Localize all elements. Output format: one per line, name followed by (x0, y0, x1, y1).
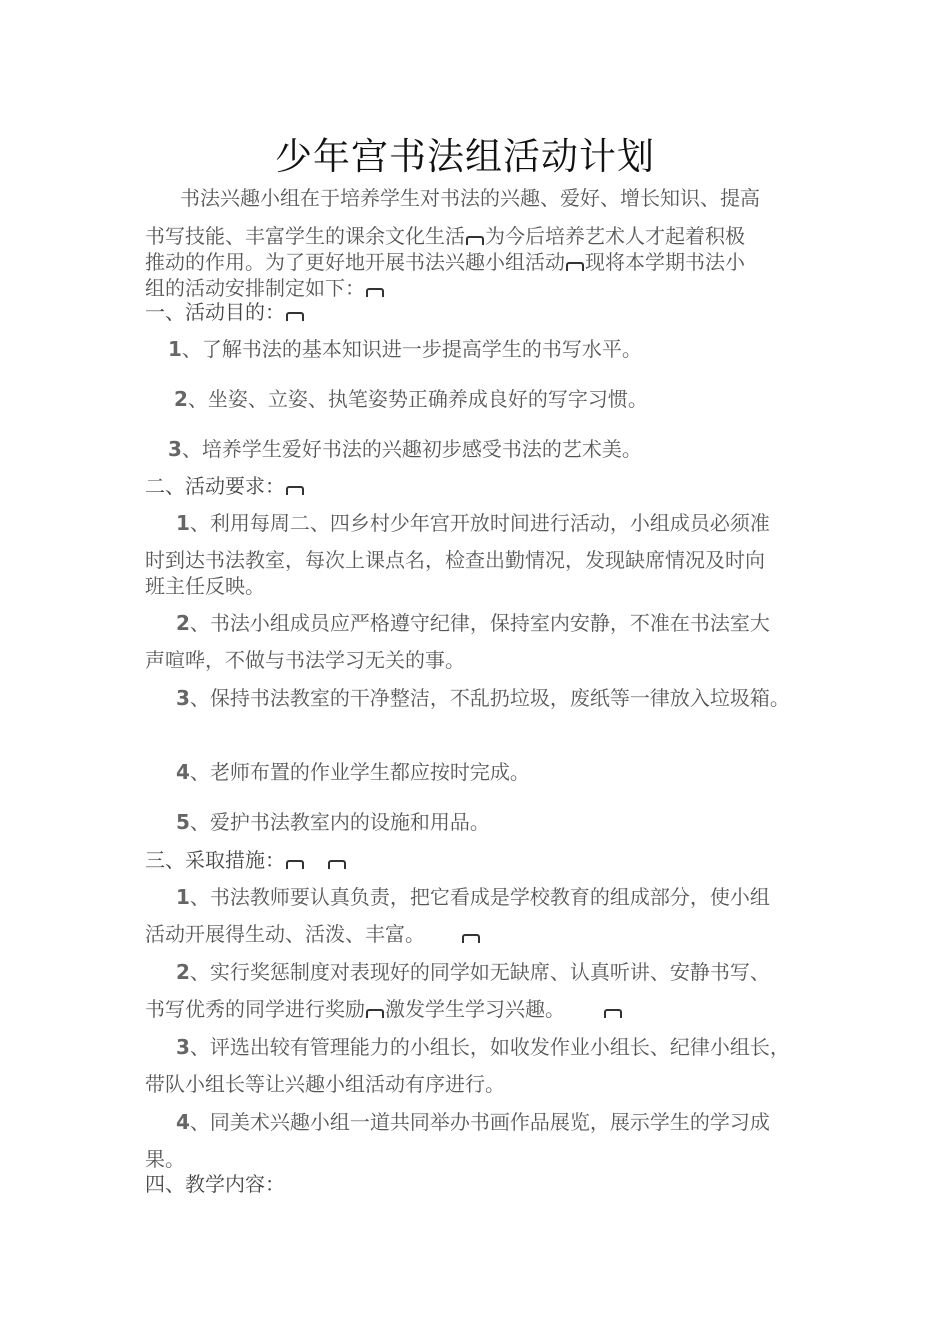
section-2-item-1-line-2: 时到达书法教室，每次上课点名，检查出勤情况，发现缺席情况及时向 (145, 548, 765, 572)
placeholder-mark (328, 860, 346, 869)
section-2-heading (145, 474, 305, 498)
item-text: 、实行奖惩制度对表现好的同学如无缺席、认真听讲、安静书写、 (189, 960, 770, 984)
intro-line-2 (145, 224, 745, 248)
item-text: 活动开展得生动、活泼、丰富。 (145, 922, 425, 946)
item-number: 2 (176, 960, 190, 984)
item-number: 5 (176, 810, 190, 834)
section-3-item-1-line-2 (145, 922, 481, 946)
item-text: 、老师布置的作业学生都应按时完成。 (189, 760, 530, 784)
section-3-item-3-line-1 (176, 1035, 790, 1059)
placeholder-mark (466, 236, 484, 245)
intro-line-1: 书法兴趣小组在于培养学生对书法的兴趣、爱好、增长知识、提高 (180, 186, 760, 210)
section-1-heading (145, 300, 305, 324)
placeholder-mark (286, 860, 304, 869)
intro-line-4-text: 组的活动安排制定如下： (145, 276, 365, 300)
placeholder-mark (604, 1009, 622, 1018)
intro-line-3-part-a: 推动的作用。为了更好地开展书法兴趣小组活动 (145, 250, 565, 274)
item-text: 、书法小组成员应严格遵守纪律，保持室内安静，不准在书法室大 (189, 611, 770, 635)
section-3-item-2-line-1 (176, 960, 770, 984)
section-1-item-2 (174, 387, 648, 411)
section-3-item-4-line-2: 果。 (145, 1147, 185, 1171)
item-number: 2 (176, 611, 190, 635)
document-title: 少年宫书法组活动计划 (275, 135, 655, 178)
item-number: 1 (176, 885, 190, 909)
section-3-item-3-line-2: 带队小组长等让兴趣小组活动有序进行。 (145, 1072, 505, 1096)
intro-line-2-part-b: 为今后培养艺术人才起着积极 (485, 224, 745, 248)
item-text: 、培养学生爱好书法的兴趣初步感受书法的艺术美。 (181, 437, 642, 461)
item-text: 、书法教师要认真负责，把它看成是学校教育的组成部分，使小组 (189, 885, 770, 909)
intro-line-3 (145, 250, 745, 274)
placeholder-mark (286, 312, 304, 321)
item-text: 、坐姿、立姿、执笔姿势正确养成良好的写字习惯。 (187, 387, 648, 411)
section-2-item-3 (176, 686, 790, 710)
section-1-heading-text: 一、活动目的： (145, 300, 285, 324)
section-2-item-4 (176, 760, 530, 784)
item-number: 3 (176, 1035, 190, 1059)
item-number: 4 (176, 760, 190, 784)
section-3-item-1-line-1 (176, 885, 770, 909)
section-2-item-5 (176, 810, 490, 834)
placeholder-mark (366, 288, 384, 297)
intro-line-3-part-b: 现将本学期书法小 (585, 250, 745, 274)
item-text: 、利用每周二、四乡村少年宫开放时间进行活动，小组成员必须准 (189, 511, 770, 535)
item-text: 、同美术兴趣小组一道共同举办书画作品展览，展示学生的学习成 (189, 1110, 770, 1134)
item-number: 3 (168, 437, 182, 461)
item-text: 、了解书法的基本知识进一步提高学生的书写水平。 (181, 337, 642, 361)
placeholder-mark (566, 262, 584, 271)
section-1-item-1 (168, 337, 642, 361)
placeholder-mark (286, 486, 304, 495)
section-3-heading (145, 848, 347, 872)
item-text: 、爱护书法教室内的设施和用品。 (189, 810, 490, 834)
section-3-item-4-line-1 (176, 1110, 770, 1134)
item-text-part-b: 激发学生学习兴趣。 (385, 997, 565, 1021)
section-2-item-2-line-2: 声喧哗，不做与书法学习无关的事。 (145, 648, 465, 672)
item-number: 2 (174, 387, 188, 411)
item-text-part-a: 书写优秀的同学进行奖励 (145, 997, 365, 1021)
item-number: 3 (176, 686, 190, 710)
section-3-heading-text: 三、采取措施： (145, 848, 285, 872)
section-2-heading-text: 二、活动要求： (145, 474, 285, 498)
item-number: 1 (168, 337, 182, 361)
intro-line-2-part-a: 书写技能、丰富学生的课余文化生活 (145, 224, 465, 248)
placeholder-mark (366, 1009, 384, 1018)
section-1-item-3 (168, 437, 642, 461)
item-number: 4 (176, 1110, 190, 1134)
item-text: 、评选出较有管理能力的小组长，如收发作业小组长、纪律小组长， (189, 1035, 790, 1059)
section-3-item-2-line-2 (145, 997, 623, 1021)
section-2-item-2-line-1 (176, 611, 770, 635)
section-4-heading: 四、教学内容： (145, 1172, 285, 1196)
section-2-item-1-line-1 (176, 511, 770, 535)
item-number: 1 (176, 511, 190, 535)
placeholder-mark (462, 934, 480, 943)
item-text: 、保持书法教室的干净整洁，不乱扔垃圾，废纸等一律放入垃圾箱。 (189, 686, 790, 710)
section-2-item-1-line-3: 班主任反映。 (145, 574, 265, 598)
intro-line-4 (145, 276, 385, 300)
